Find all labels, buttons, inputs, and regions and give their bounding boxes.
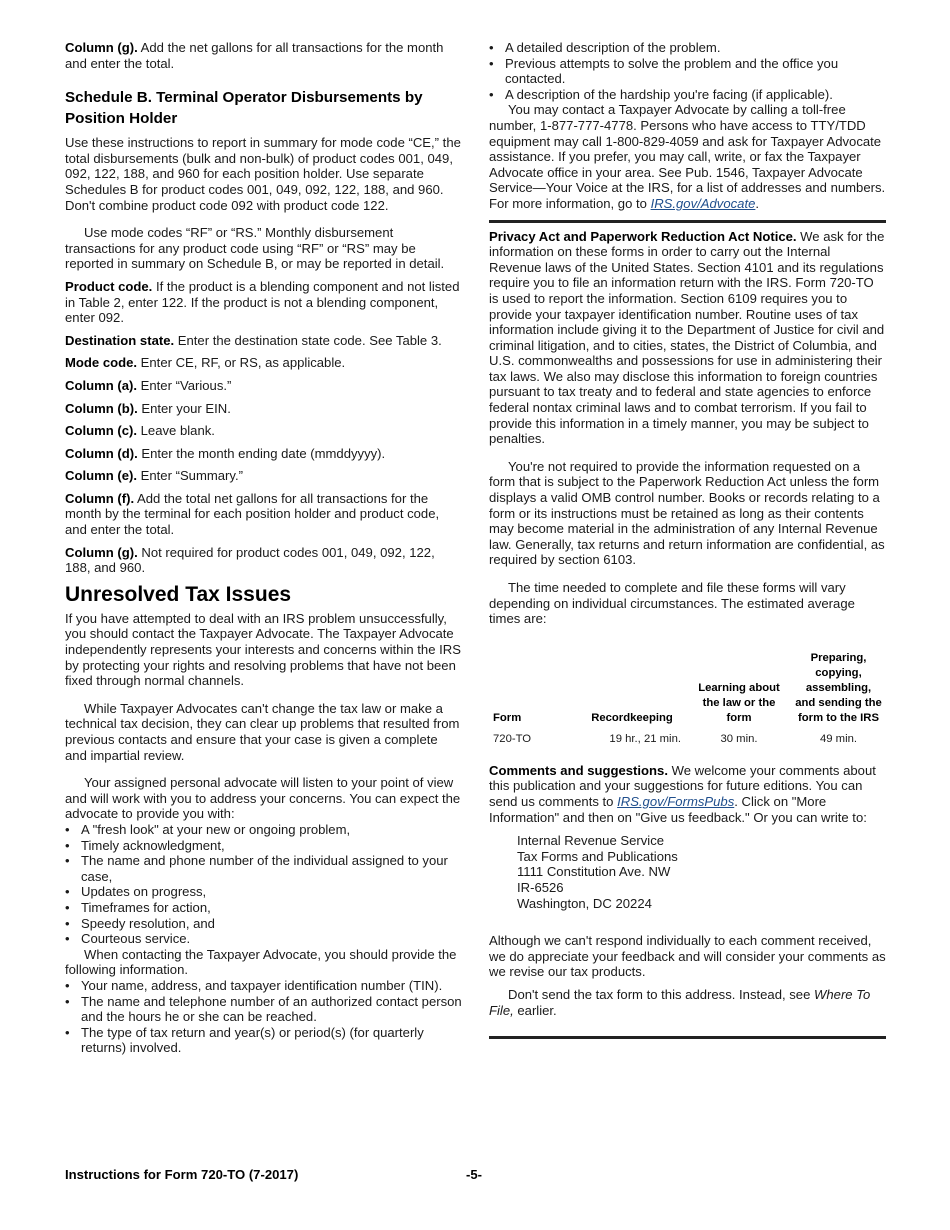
schedule-b-paragraph-1: Use these instructions to report in summary for mode code “CE,” the total disbursements (bulk and non-bulk) of product codes 001, 049, 092, 122, 188, and 960 for each position holder. Use separate Schedules B for product codes 001, 049, 092, 122, 188, and 960. Don't combine product code 092 with product code 122. xyxy=(65,135,461,213)
unresolved-paragraph-4: When contacting the Taxpayer Advocate, you should provide the following information. xyxy=(65,946,457,978)
field-column-a: Column (a). Enter “Various.” xyxy=(65,377,232,393)
table-header: Recordkeeping xyxy=(591,711,673,724)
unresolved-paragraph-1: If you have attempted to deal with an IRS problem unsuccessfully, you should contact the Taxpayer Advocate. The Taxpayer Advocate independently represents your interests and concerns within the IRS by protecting your rights and resolving problems that have not been fixed through normal channels. xyxy=(65,610,461,689)
field-column-f: Column (f). Add the total net gallons for all transactions for the month by the terminal for each position holder and product code, and enter the total. xyxy=(65,490,440,538)
list-item: • Timeframes for action, xyxy=(65,899,211,915)
address-line: Tax Forms and Publications xyxy=(517,848,678,864)
list-item: • A "fresh look" at your new or ongoing problem, xyxy=(65,821,351,837)
field-column-g: Column (g). Not required for product codes 001, 049, 092, 122, 188, and 960. xyxy=(65,544,435,576)
list-item: • Previous attempts to solve the problem and the office you contacted. xyxy=(489,55,839,87)
omb-paragraph: You're not required to provide the information requested on a form that is subject to the Paperwork Reduction Act unless the form displays a valid OMB control number. Books or records relating to a form or its instructions must be retained as long as their contents may become material in the administration of any Internal Revenue law. Generally, tax returns and return information are confidential, as required by section 6103. xyxy=(489,458,885,568)
contact-info-list-continued xyxy=(489,40,886,102)
list-item: • The name and telephone number of an authorized contact person and the hours he or she can be reached. xyxy=(65,993,462,1025)
contact-advocate-paragraph: You may contact a Taxpayer Advocate by calling a toll-free number, 1-877-777-4778. Persons who have access to TTY/TDD equipment may call 1-800-829-4059 and ask for Taxpayer Advocate assistance. If you prefer, you may call, write, or fax the Taxpayer Advocate office in your area. See Pub. 1546, Taxpayer Advocate Service—Your Voice at the IRS, for a list of addresses and numbers. For more information, go to IRS.gov/Advocate. xyxy=(489,102,886,211)
list-item: • A description of the hardship you're facing (if applicable). xyxy=(489,86,833,102)
table-header: Learning about the law or the form xyxy=(698,681,780,724)
footer-title: Instructions for Form 720-TO (7-2017) xyxy=(65,1167,299,1182)
table-cell: 720-TO xyxy=(493,732,532,745)
list-item: • Updates on progress, xyxy=(65,884,207,900)
right-column xyxy=(489,40,886,1045)
time-estimate-table xyxy=(489,651,886,749)
irs-advocate-link[interactable]: IRS.gov/Advocate xyxy=(650,195,756,211)
irs-formspubs-link[interactable]: IRS.gov/FormsPubs xyxy=(617,793,735,809)
contact-info-list xyxy=(65,978,463,1056)
field-column-b: Column (b). Enter your EIN. xyxy=(65,400,231,416)
table-header: Form xyxy=(493,711,522,724)
privacy-act-paragraph: Privacy Act and Paperwork Reduction Act Notice. We ask for the information on these forms in order to carry out the Internal Revenue laws of the United States. Section 4101 and its regulations require you to file an information return with the IRS. Form 720-TO is used to report the information. Section 6109 requires you to provide your taxpayer identification number. Routine uses of tax information include giving it to the Department of Justice for civil and criminal litigation, and to cities, states, the District of Columbia, and U.S. commonwealths and possessions for use in administering their tax laws. We also may disclose this information to foreign countries pursuant to tax treaty and to federal and state agencies to enforce federal nontax criminal laws and to combat terrorism. If you fail to provide this information in a timely manner, you may be subject to penalties. xyxy=(489,228,885,447)
address-line: IR-6526 xyxy=(517,879,564,895)
address-line: Washington, DC 20224 xyxy=(517,895,652,911)
page-number: -5- xyxy=(466,1167,483,1182)
list-item: • Your name, address, and taxpayer identification number (TIN). xyxy=(65,977,443,993)
table-cell: 49 min. xyxy=(819,732,858,745)
column-g-paragraph: Column (g). Add the net gallons for all transactions for the month and enter the total. xyxy=(65,40,444,71)
field-destination-state: Destination state. Enter the destination state code. See Table 3. xyxy=(65,332,442,348)
list-item: • A detailed description of the problem. xyxy=(489,40,721,55)
advocate-provides-list xyxy=(65,822,463,947)
schedule-b-heading: Schedule B. Terminal Operator Disbursements by Position Holder xyxy=(65,89,423,128)
table-header: Preparing, copying, assembling, and sending the form to the IRS xyxy=(795,651,882,724)
list-item: • The type of tax return and year(s) or period(s) (for quarterly returns) involved. xyxy=(65,1024,424,1056)
comments-paragraph: Comments and suggestions. We welcome your comments about this publication and your suggestions for future editions. You can send us comments to IRS.gov/FormsPubs. Click on "More Information" and then on "Give us feedback." Or you can write to: xyxy=(489,762,876,825)
dont-send-paragraph: Don't send the tax form to this address. Instead, see Where To File, earlier. xyxy=(489,986,871,1018)
acknowledgement-paragraph: Although we can't respond individually to each comment received, we do appreciate your feedback and will consider your comments as we revise our tax products. xyxy=(489,933,886,980)
table-header-row xyxy=(489,651,886,730)
left-column xyxy=(65,40,463,1056)
list-item: • Timely acknowledgment, xyxy=(65,837,225,853)
field-mode-code: Mode code. Enter CE, RF, or RS, as applicable. xyxy=(65,355,346,371)
unresolved-tax-issues-heading: Unresolved Tax Issues xyxy=(65,582,292,606)
table-cell: 30 min. xyxy=(720,732,758,745)
schedule-b-paragraph-2: Use mode codes “RF” or “RS.” Monthly disbursement transactions for any product code using “RF” or “RS” may be reported in summary on Schedule B, or may be reported in detail. xyxy=(65,225,445,272)
unresolved-paragraph-3: Your assigned personal advocate will listen to your point of view and will work with you to address your concerns. You can expect the advocate to provide you with: xyxy=(65,775,461,822)
list-item: • Speedy resolution, and xyxy=(65,915,215,931)
field-column-c: Column (c). Leave blank. xyxy=(65,423,215,439)
field-column-e: Column (e). Enter “Summary.” xyxy=(65,468,243,484)
address-line: 1111 Constitution Ave. NW xyxy=(517,864,671,880)
time-estimate-paragraph: The time needed to complete and file these forms will vary depending on individual circumstances. The estimated average times are: xyxy=(489,580,855,627)
table-cell: 19 hr., 21 min. xyxy=(609,732,681,745)
field-column-d: Column (d). Enter the month ending date (mmddyyyy). xyxy=(65,445,386,461)
section-divider xyxy=(489,220,886,223)
table-row xyxy=(489,730,886,749)
section-divider xyxy=(489,1036,886,1039)
unresolved-paragraph-2: While Taxpayer Advocates can't change the tax law or make a technical tax decision, they can clear up problems that resulted from previous contacts and ensure that your case is given a complete and impartial review. xyxy=(65,700,460,763)
mailing-address xyxy=(489,833,886,911)
list-item: • Courteous service. xyxy=(65,931,191,947)
field-product-code: Product code. If the product is a blending component and not listed in Table 2, enter 122. If the product is not a blending component, enter 092. xyxy=(65,278,460,326)
address-line: Internal Revenue Service xyxy=(517,833,665,849)
list-item: • The name and phone number of the individual assigned to your case, xyxy=(65,853,448,884)
